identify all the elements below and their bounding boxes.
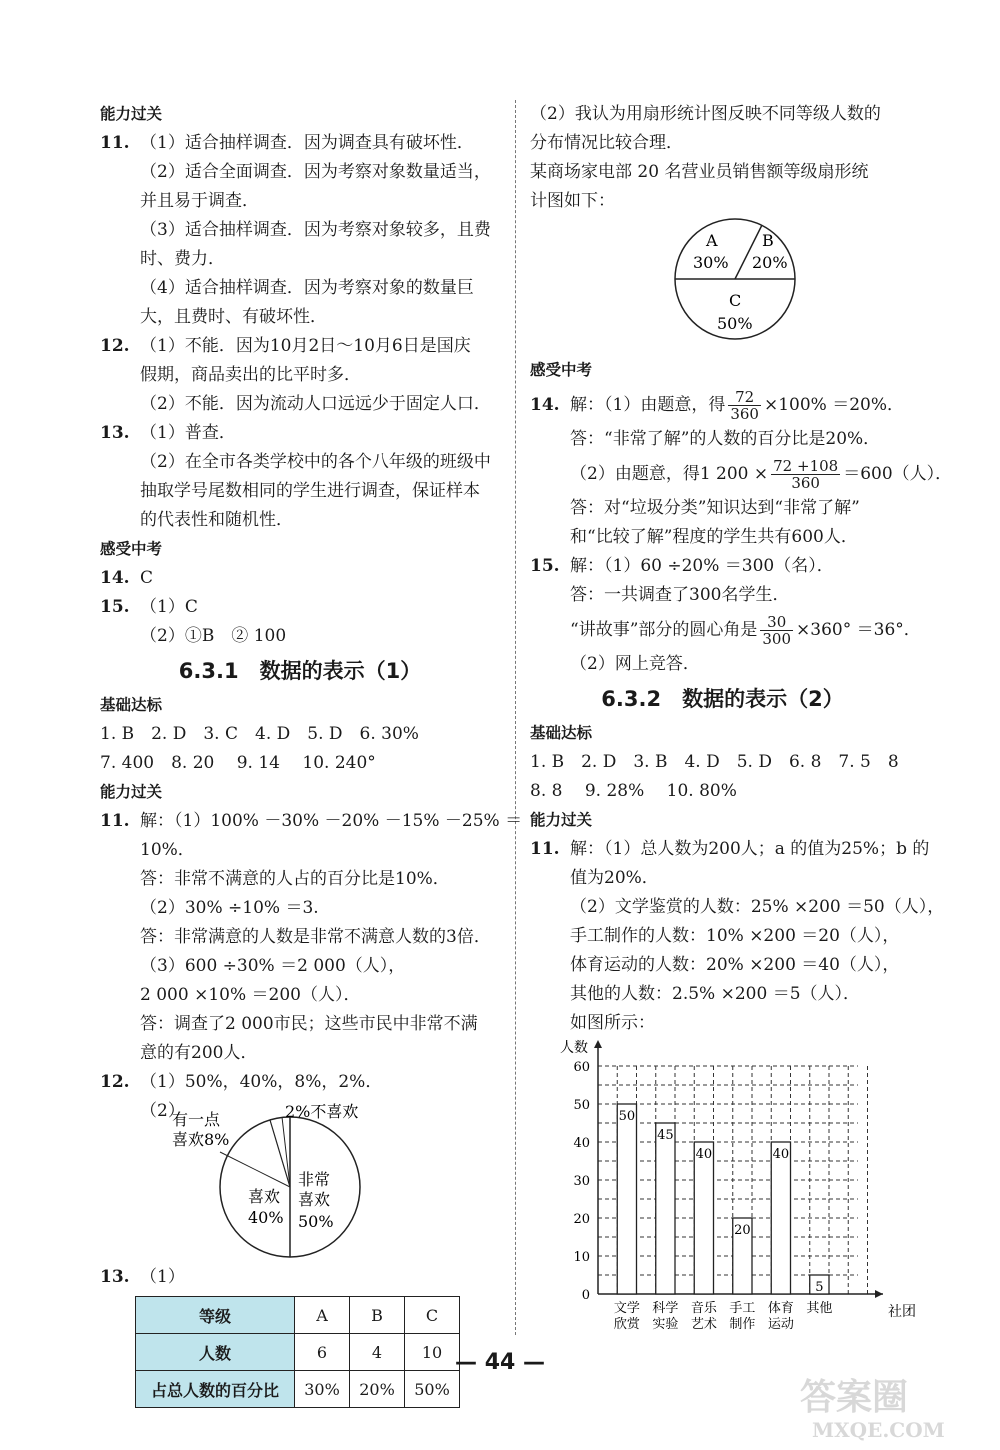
answer-line: 抽取学号尾数相同的学生进行调查，保证样本 xyxy=(140,481,480,501)
answer-line: 体育运动的人数：20% ×200 ＝40（人）， xyxy=(570,955,900,975)
section-heading-ability: 能力过关 xyxy=(100,105,163,123)
fraction-numerator: 30 xyxy=(760,614,793,631)
answer-line: 手工制作的人数：10% ×200 ＝20（人）， xyxy=(570,926,900,946)
x-tick-label: 其他 xyxy=(806,1301,833,1316)
answer-line: （2）在全市各类学校中的各个八年级的班级中 xyxy=(140,452,491,472)
table-cell: 4 xyxy=(350,1334,405,1371)
table-cell: 50% xyxy=(405,1371,460,1408)
answer-line: 解：（1）100% －30% －20% －15% －25% ＝ xyxy=(140,811,523,831)
x-tick-label: 手工 xyxy=(729,1301,756,1316)
answer-line: （2） xyxy=(140,1101,185,1121)
table-cell: 30% xyxy=(295,1371,350,1408)
question-11b xyxy=(100,807,523,1068)
pie-label: 30% xyxy=(693,253,729,272)
pie-chart-grades-svg xyxy=(530,216,915,346)
basic-answers-line: 8. 8 9. 28% 10. 80% xyxy=(530,781,737,801)
bar xyxy=(771,1142,790,1294)
pie-divider xyxy=(270,1120,290,1187)
y-axis-label: 人数 xyxy=(560,1040,588,1056)
answer-line: （1）普查． xyxy=(140,423,236,443)
fraction-numerator: 72 +108 xyxy=(773,457,839,475)
fraction-denominator: 360 xyxy=(791,474,820,492)
pie-label: C xyxy=(729,291,742,310)
answer-line: （2）不能．因为流动人口远远少于固定人口． xyxy=(140,394,491,414)
answer-line: 答：调查了2 000市民；这些市民中非常不满 xyxy=(140,1014,478,1034)
grade-table xyxy=(135,1296,460,1408)
y-tick-label: 50 xyxy=(573,1098,590,1113)
answer-line: 的代表性和随机性． xyxy=(140,510,293,530)
leader-line xyxy=(220,1152,290,1187)
section-heading-exam: 感受中考 xyxy=(100,540,163,558)
y-tick-label: 40 xyxy=(573,1136,590,1151)
answer-line: 答：非常不满意的人占的百分比是10%． xyxy=(140,869,450,889)
answer-line: （1）适合抽样调查．因为调查具有破坏性． xyxy=(140,133,474,153)
table-row-header: 人数 xyxy=(136,1334,295,1371)
answer-line: （4）适合抽样调查．因为考察对象的数量巨 xyxy=(140,278,474,298)
answer-line: 答：“非常了解”的人数的百分比是20%． xyxy=(570,429,881,449)
question-number: 15. xyxy=(100,597,130,617)
x-tick-label: 音乐 xyxy=(690,1301,717,1316)
table-row-header: 占总人数的百分比 xyxy=(136,1371,295,1408)
answer-line: 计图如下： xyxy=(530,191,615,211)
answer-line: 答：一共调查了300名学生． xyxy=(570,585,790,605)
answer-line: （2）30% ÷10% ＝3. xyxy=(140,898,319,918)
question-number: 14. xyxy=(530,395,560,415)
column-divider xyxy=(515,100,516,1335)
table-cell: A xyxy=(295,1297,350,1334)
answer-line: （2）①B ② 100 xyxy=(140,626,287,646)
answer-line: （2）网上竞答． xyxy=(570,654,700,674)
fraction xyxy=(728,389,761,422)
watermark-text: 答案圈 xyxy=(800,1376,909,1418)
answer-line: 分布情况比较合理． xyxy=(530,133,683,153)
pie-label: 40% xyxy=(248,1208,284,1227)
answer-line: 2 000 ×10% ＝200（人）． xyxy=(140,985,361,1005)
pie-label: B xyxy=(762,231,774,250)
table-row xyxy=(136,1334,460,1371)
bar-value-label: 5 xyxy=(815,1280,824,1295)
question-number: 13. xyxy=(100,1267,130,1287)
answer-line: 某商场家电部 20 名营业员销售额等级扇形统 xyxy=(530,162,869,182)
answer-line: 时、费力． xyxy=(140,249,225,269)
question-number: 12. xyxy=(100,336,130,356)
question-11 xyxy=(100,129,500,332)
answer-line: 答：对“垃圾分类”知识达到“非常了解” xyxy=(570,498,860,518)
answer-line: 并且易于调查． xyxy=(140,191,259,211)
left-column xyxy=(100,100,523,1408)
answer-text: ＝600（人）． xyxy=(843,464,953,484)
answer-text: 解：（1）60 ÷20% ＝300（名）． xyxy=(570,556,834,576)
answer-line: 意的有200人． xyxy=(140,1043,258,1063)
x-axis-label: 社团 xyxy=(888,1304,916,1320)
basic-answers-line: 1. B 2. D 3. B 4. D 5. D 6. 8 7. 5 8 xyxy=(530,752,899,772)
table-row-header: 等级 xyxy=(136,1297,295,1334)
x-tick-label: 科学 xyxy=(652,1301,679,1316)
x-tick-label: 运动 xyxy=(767,1317,794,1332)
pie-label: 50% xyxy=(298,1212,334,1231)
answer-line: （2）适合全面调查．因为考察对象数量适当， xyxy=(140,162,491,182)
x-tick-label: 制作 xyxy=(729,1317,756,1332)
pie-chart-like xyxy=(100,1097,500,1257)
answer-line: 解：（1）总人数为200人；a 的值为25%；b 的 xyxy=(570,839,930,859)
answer-text: （2）由题意，得1 200 × xyxy=(570,464,769,484)
answer-line: 答：非常满意的人数是非常不满意人数的3倍． xyxy=(140,927,491,947)
x-tick-label: 文学 xyxy=(613,1301,640,1316)
fraction xyxy=(771,458,840,491)
question-number: 11. xyxy=(100,811,130,831)
table-cell: 6 xyxy=(295,1334,350,1371)
x-tick-label: 实验 xyxy=(652,1317,679,1332)
x-tick-label: 体育 xyxy=(767,1301,794,1316)
pie-label: 50% xyxy=(717,314,753,333)
fraction-denominator: 300 xyxy=(762,630,792,648)
table-cell: C xyxy=(405,1297,460,1334)
pie-label: 喜欢 xyxy=(248,1187,281,1206)
section-heading-exam: 感受中考 xyxy=(530,361,593,379)
answer-line: 大，且费时、有破坏性． xyxy=(140,307,327,327)
pie-label: 喜欢 xyxy=(298,1190,331,1209)
fraction-numerator: 72 xyxy=(728,389,761,406)
answer-text: ×100% ＝20%． xyxy=(763,395,905,415)
pie-label: 有一点 xyxy=(172,1110,221,1129)
y-tick-label: 0 xyxy=(581,1288,590,1303)
y-axis-arrow xyxy=(594,1040,602,1048)
bar-value-label: 20 xyxy=(734,1223,751,1238)
question-number: 11. xyxy=(530,839,560,859)
bar-value-label: 45 xyxy=(657,1128,674,1143)
answer-line: C xyxy=(140,568,154,588)
pie-label: A xyxy=(706,231,718,250)
answer-text: 解：（1）由题意，得 xyxy=(570,395,726,415)
pie-label: 非常 xyxy=(298,1170,331,1189)
table-cell: 10 xyxy=(405,1334,460,1371)
answer-line: （1）不能．因为10月2日～10月6日是国庆 xyxy=(140,336,471,356)
section-heading-ability: 能力过关 xyxy=(530,811,593,829)
question-number: 15. xyxy=(530,556,560,576)
x-tick-label: 艺术 xyxy=(690,1317,717,1332)
fraction-denominator: 360 xyxy=(730,405,759,423)
y-tick-label: 10 xyxy=(573,1250,590,1265)
basic-answers-line: 1. B 2. D 3. C 4. D 5. D 6. 30% xyxy=(100,724,419,744)
answer-line: 如图所示： xyxy=(570,1013,655,1033)
answer-line: （2）文学鉴赏的人数：25% ×200 ＝50（人）， xyxy=(570,897,945,917)
table-row xyxy=(136,1297,460,1334)
bar xyxy=(656,1123,675,1294)
x-axis-arrow xyxy=(875,1290,883,1298)
answer-line: （3）适合抽样调查．因为考察对象较多，且费 xyxy=(140,220,491,240)
table-cell: 20% xyxy=(350,1371,405,1408)
pie-label: 2%不喜欢 xyxy=(285,1102,359,1121)
answer-line: （2）我认为用扇形统计图反映不同等级人数的 xyxy=(530,104,881,124)
bar-value-label: 50 xyxy=(618,1109,636,1124)
answer-line: （1） xyxy=(140,1267,185,1287)
bar-value-label: 40 xyxy=(772,1147,790,1162)
answer-line: 其他的人数：2.5% ×200 ＝5（人）． xyxy=(570,984,861,1004)
bar xyxy=(617,1104,636,1294)
section-title-6-3-2: 6.3.2 数据的表示（2） xyxy=(601,687,844,711)
y-tick-label: 60 xyxy=(573,1060,590,1075)
answer-text: ×360° ＝36°． xyxy=(796,620,921,640)
answer-line: 值为20%． xyxy=(570,868,659,888)
y-tick-label: 20 xyxy=(573,1212,590,1227)
bar-chart xyxy=(548,1032,916,1332)
y-tick-label: 30 xyxy=(573,1174,590,1189)
pie-label: 喜欢8% xyxy=(172,1130,230,1149)
question-number: 12. xyxy=(100,1072,130,1092)
right-column xyxy=(530,100,953,1038)
bar-value-label: 40 xyxy=(695,1147,713,1162)
fraction xyxy=(760,614,793,647)
answer-line: （3）600 ÷30% ＝2 000（人）， xyxy=(140,956,406,976)
page-number: — 44 — xyxy=(455,1350,545,1375)
pie-label: 20% xyxy=(752,253,788,272)
answer-line: 10%． xyxy=(140,840,195,860)
pie-chart-like-svg xyxy=(100,1097,500,1257)
question-13 xyxy=(100,419,500,535)
pie-chart-grades xyxy=(530,216,915,346)
table-row xyxy=(136,1371,460,1408)
question-12 xyxy=(100,332,500,419)
table-cell: B xyxy=(350,1297,405,1334)
section-heading-basic: 基础达标 xyxy=(100,696,163,714)
answer-line: 和“比较了解”程度的学生共有600人． xyxy=(570,527,858,547)
answer-line: （1）C xyxy=(140,597,198,617)
answer-line: 假期，商品卖出的比平时多． xyxy=(140,365,361,385)
leader-line xyxy=(282,1117,290,1187)
x-tick-label: 欣赏 xyxy=(613,1317,640,1332)
question-number: 11. xyxy=(100,133,130,153)
answer-line: （1）50%，40%，8%，2%． xyxy=(140,1072,383,1092)
bar xyxy=(694,1142,713,1294)
section-title-6-3-1: 6.3.1 数据的表示（1） xyxy=(178,659,422,683)
watermark-logo xyxy=(790,1367,980,1442)
question-number: 13. xyxy=(100,423,130,443)
question-number: 14. xyxy=(100,568,130,588)
watermark-url: MXQE.COM xyxy=(812,1418,945,1442)
answer-text: “讲故事”部分的圆心角是 xyxy=(570,620,758,640)
basic-answers-line: 7. 400 8. 20 9. 14 10. 240° xyxy=(100,753,376,773)
section-heading-ability: 能力过关 xyxy=(100,783,163,801)
section-heading-basic: 基础达标 xyxy=(530,724,593,742)
